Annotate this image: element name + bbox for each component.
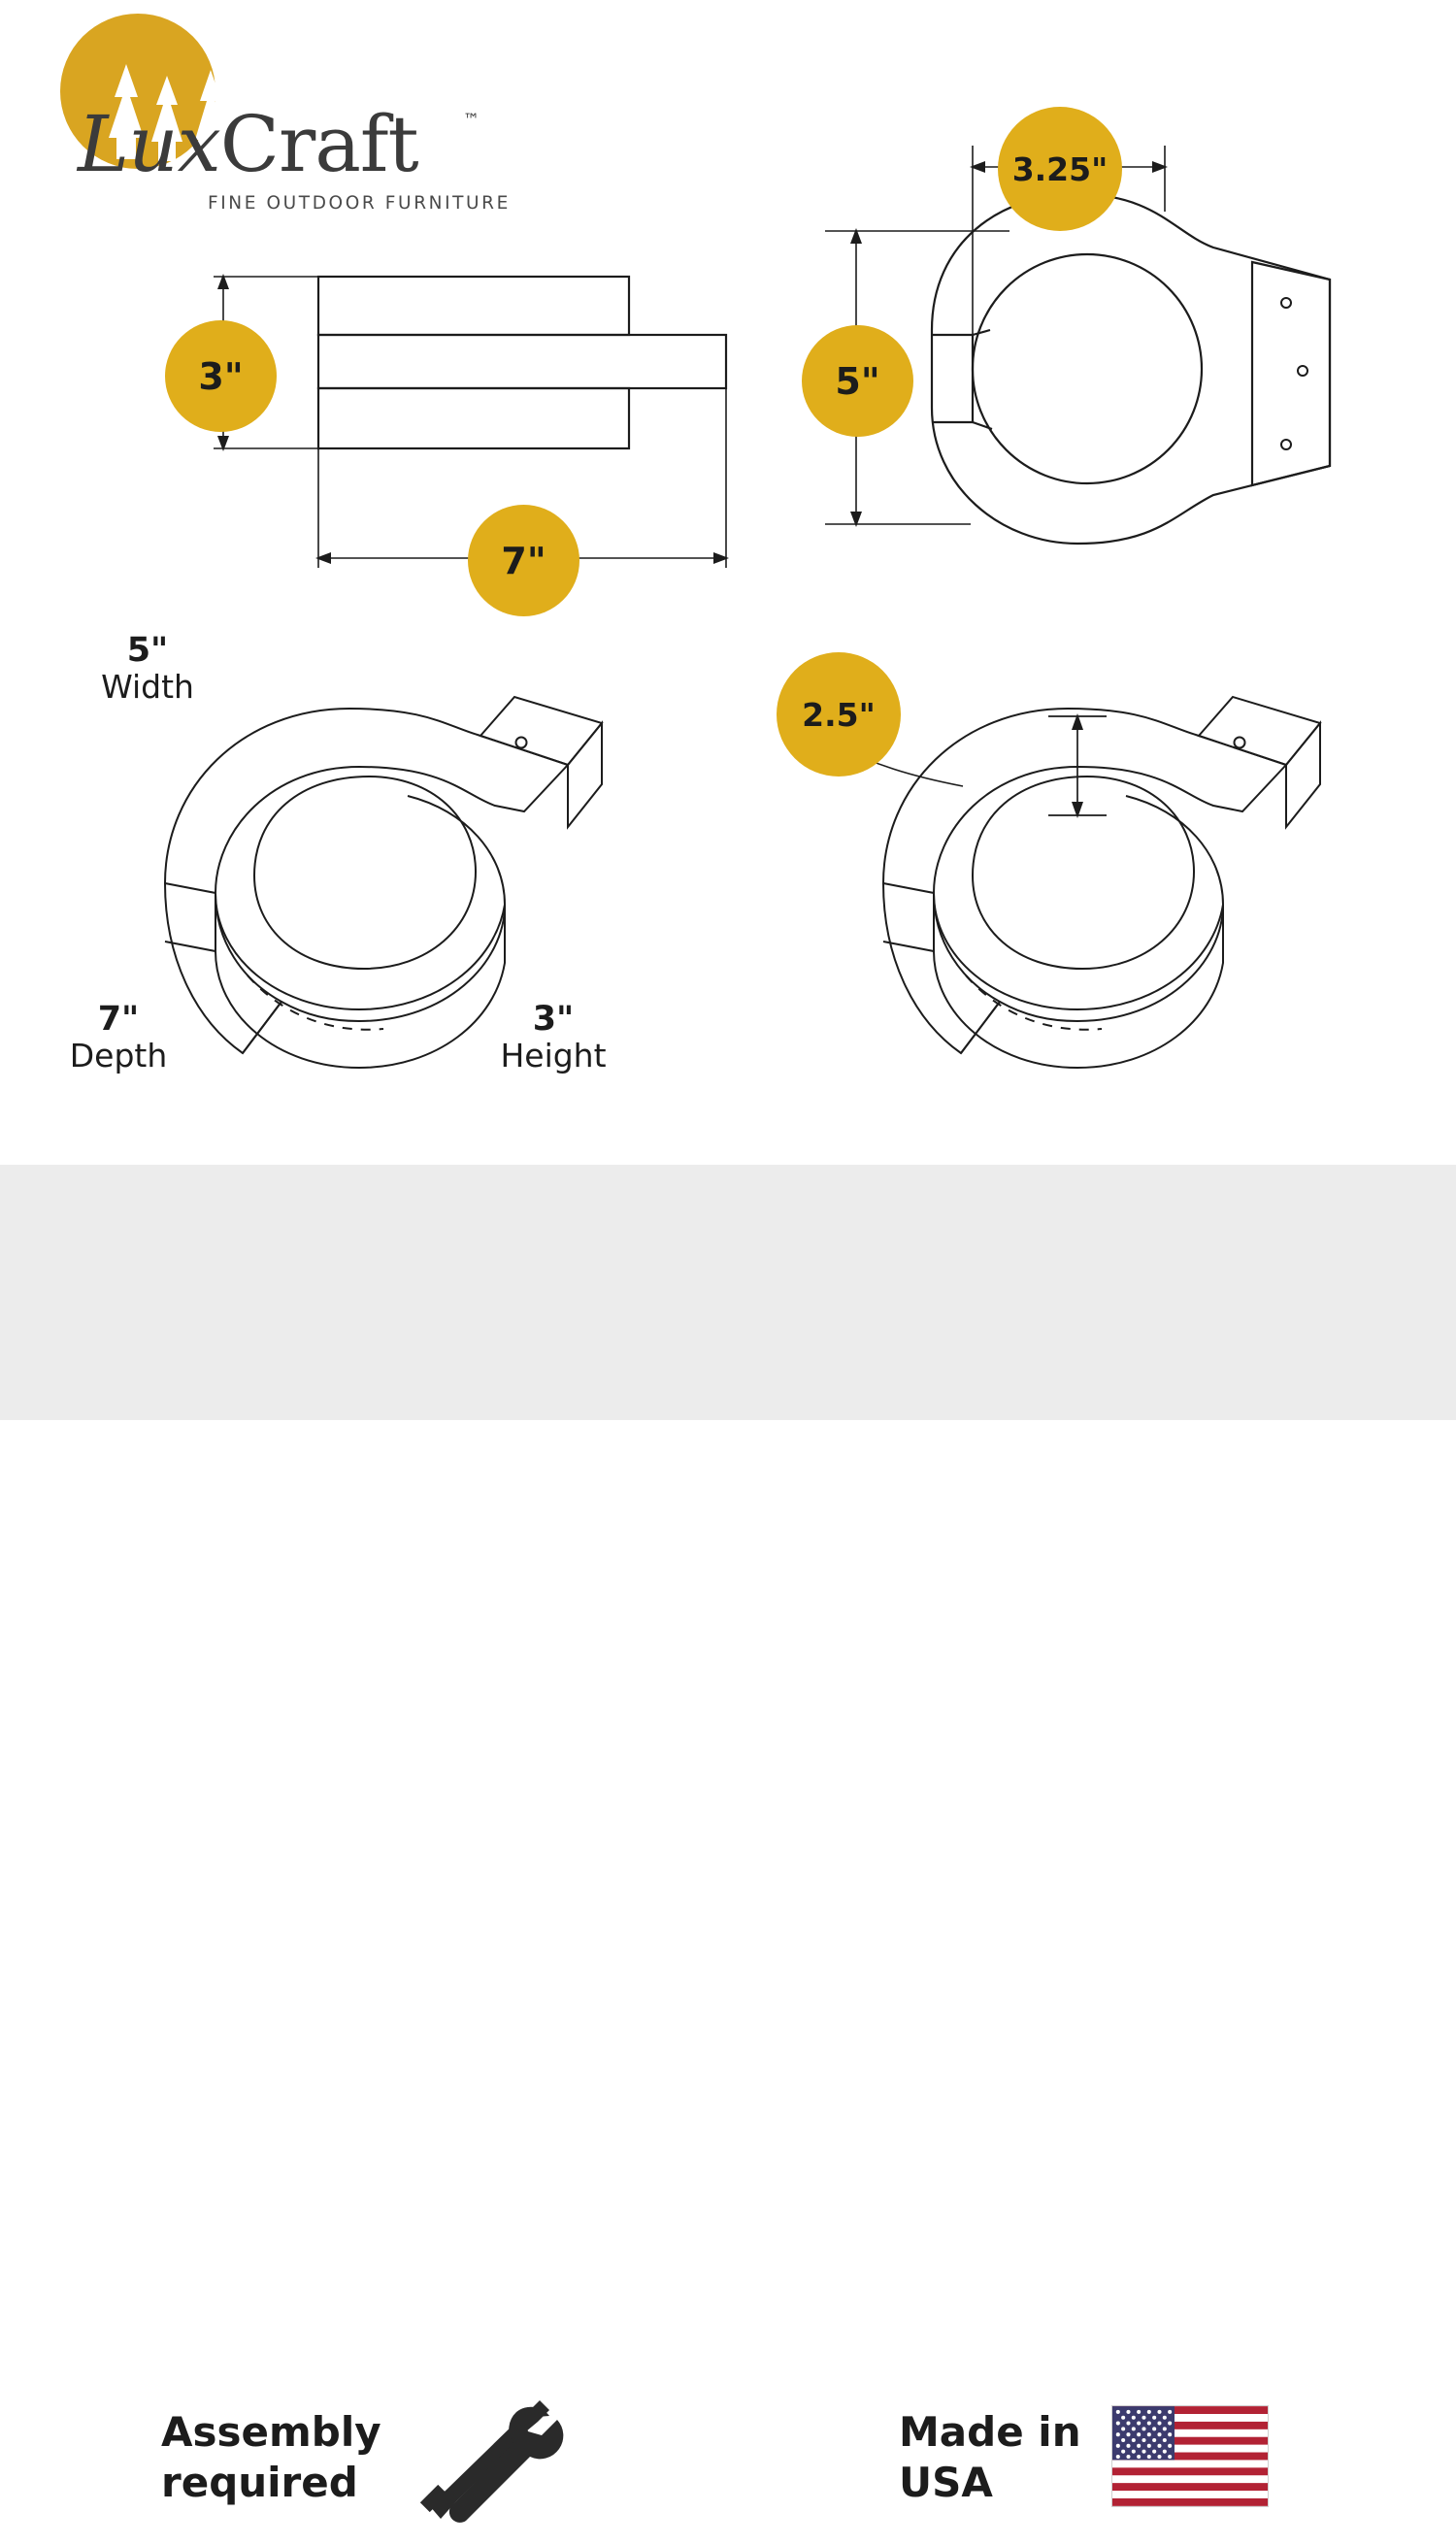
callout-front-width: 3.25" xyxy=(998,107,1122,231)
made-in-usa-text xyxy=(899,2407,1112,2509)
logo-word-lux: Lux xyxy=(78,99,220,189)
callout-front-height: 5" xyxy=(802,325,913,437)
footer-badge-bar xyxy=(0,1165,1456,2506)
callout-inner-depth: 2.5" xyxy=(777,652,901,777)
made-line2: USA xyxy=(899,2459,993,2506)
luxcraft-logo xyxy=(60,14,516,222)
made-line1: Made in xyxy=(899,2407,1081,2456)
assembly-required-text xyxy=(161,2407,404,2509)
callout-side-length: 7" xyxy=(468,505,579,616)
label-height-value: 3" xyxy=(532,1000,575,1039)
label-height-name: Height xyxy=(500,1036,607,1074)
label-width-value: 5" xyxy=(126,631,169,670)
made-in-usa-badge xyxy=(854,2370,1359,2545)
label-depth xyxy=(31,1002,206,1074)
logo-tagline: FINE OUTDOOR FURNITURE xyxy=(208,193,511,214)
wrench-screwdriver-icon xyxy=(404,2383,579,2532)
assembly-required-badge xyxy=(115,2370,619,2545)
label-depth-value: 7" xyxy=(97,1000,140,1039)
callout-side-height: 3" xyxy=(165,320,277,432)
label-height xyxy=(456,1002,650,1074)
logo-word-craft: Craft xyxy=(219,99,418,189)
logo-wordmark xyxy=(78,99,418,189)
logo-trademark: ™ xyxy=(463,111,480,130)
assembly-line2: required xyxy=(161,2459,358,2506)
label-depth-name: Depth xyxy=(69,1036,168,1074)
label-width-name: Width xyxy=(101,667,194,706)
label-width xyxy=(60,633,235,706)
assembly-line1: Assembly xyxy=(161,2407,381,2456)
usa-flag-icon xyxy=(1112,2406,1268,2510)
